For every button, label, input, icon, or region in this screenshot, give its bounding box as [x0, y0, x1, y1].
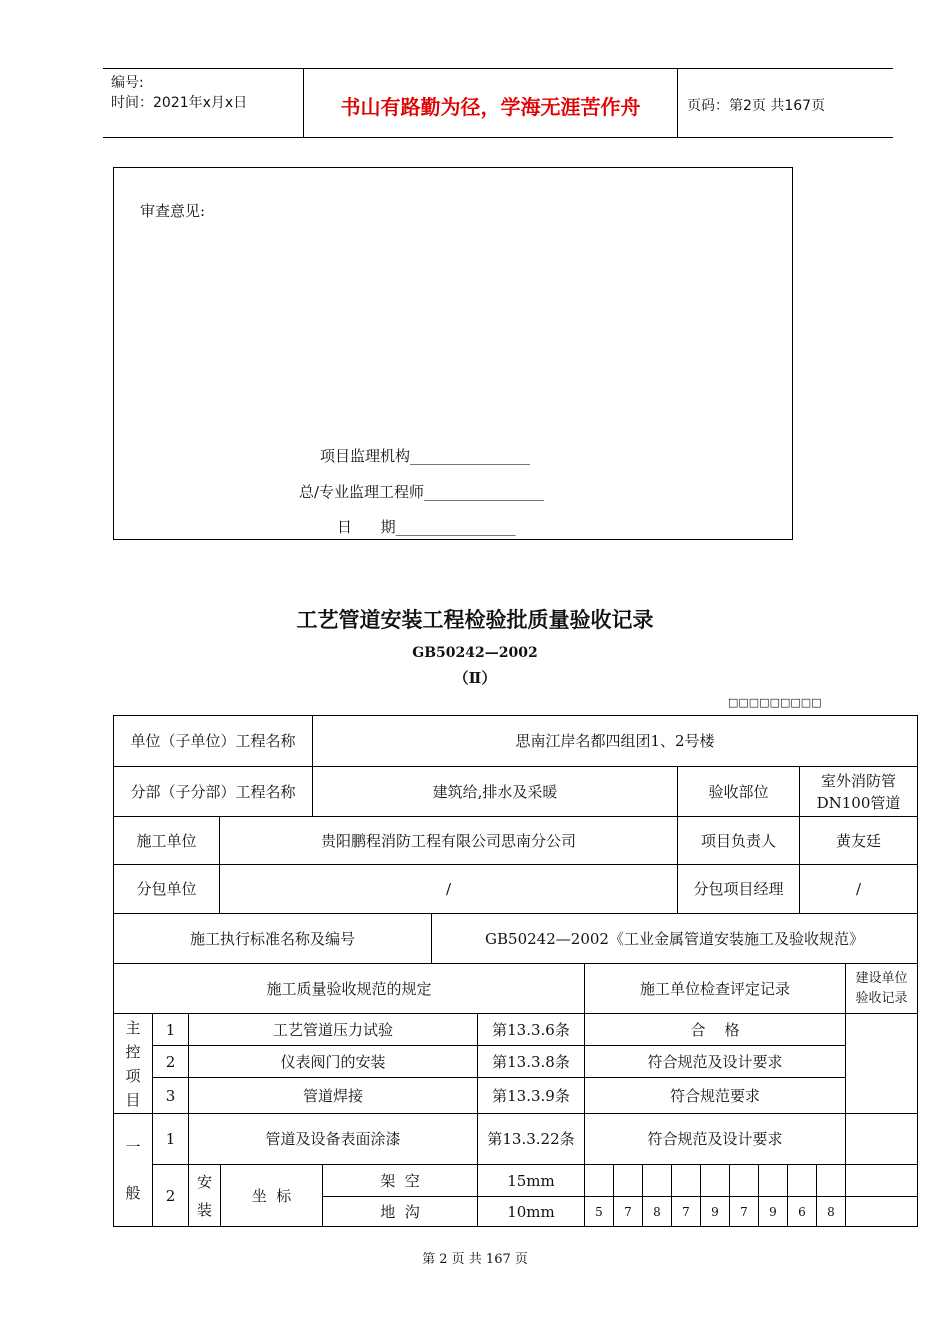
unit-name-label: 单位（子单位）工程名称 [113, 715, 313, 767]
subdivision-name-value: 建筑给,排水及采暖 [312, 766, 678, 817]
main-control-group: 主 控 项 目 [113, 1013, 153, 1114]
page-header [103, 68, 893, 138]
measure-cell: 8 [642, 1196, 672, 1227]
contractor-label: 施工单位 [113, 816, 220, 865]
measure-cell: 7 [613, 1196, 643, 1227]
measure-cell [584, 1164, 614, 1197]
measure-cell [758, 1164, 788, 1197]
contractor-check-header: 施工单位检查评定记录 [584, 963, 846, 1014]
aerial-tolerance: 15mm [477, 1164, 585, 1197]
time-label: 时间：2021年x月x日 [111, 95, 248, 111]
general-item-clause: 第13.3.22条 [477, 1113, 585, 1165]
supervision-org-line: 项目监理机构________________ [320, 447, 531, 465]
measure-cell [613, 1164, 643, 1197]
measure-cell [816, 1164, 846, 1197]
sub-project-manager-value: / [799, 864, 918, 914]
general-item-group: 一 般 [113, 1113, 153, 1227]
header-page-number: 页码：第2页 共167页 [687, 98, 826, 114]
unit-name-value: 思南江岸名都四组团1、2号楼 [312, 715, 918, 767]
main-item-no: 2 [152, 1045, 189, 1078]
measure-cell: 9 [758, 1196, 788, 1227]
measure-cell: 7 [671, 1196, 701, 1227]
document-standard: GB50242—2002 [412, 645, 538, 661]
subcontractor-label: 分包单位 [113, 864, 220, 914]
number-label: 编号: [111, 75, 144, 91]
trench-tolerance: 10mm [477, 1196, 585, 1227]
measure-cell: 7 [729, 1196, 759, 1227]
main-item-result: 符合规范要求 [584, 1077, 846, 1114]
measure-cell: 9 [700, 1196, 730, 1227]
main-item-no: 1 [152, 1013, 189, 1046]
main-item-clause: 第13.3.9条 [477, 1077, 585, 1114]
sub-project-manager-label: 分包项目经理 [677, 864, 800, 914]
main-item-clause: 第13.3.6条 [477, 1013, 585, 1046]
subcontractor-value: / [219, 864, 678, 914]
header-meta [111, 73, 247, 113]
header-divider [677, 69, 678, 137]
measure-cell [642, 1164, 672, 1197]
aerial-label: 架 空 [322, 1164, 478, 1197]
document-title: 工艺管道安装工程检验批质量验收记录 [296, 607, 654, 632]
spec-header: 施工质量验收规范的规定 [113, 963, 585, 1014]
measure-cell [671, 1164, 701, 1197]
general-item-no: 2 [152, 1164, 189, 1227]
page-footer: 第 2 页 共 167 页 [422, 1252, 528, 1267]
owner-acceptance-main [845, 1013, 918, 1114]
review-date-line: 日 期________________ [337, 518, 516, 536]
install-label: 安 装 [188, 1164, 221, 1227]
contractor-value: 贵阳鹏程消防工程有限公司思南分公司 [219, 816, 678, 865]
owner-acceptance-header: 建设单位验收记录 [845, 963, 918, 1014]
execution-standard-label: 施工执行标准名称及编号 [113, 913, 432, 964]
coordinate-label: 坐 标 [220, 1164, 323, 1227]
header-slogan: 书山有路勤为径，学海无涯苦作舟 [340, 95, 641, 119]
record-code-boxes: □□□□□□□□□ [728, 696, 822, 709]
main-item-clause: 第13.3.8条 [477, 1045, 585, 1078]
supervision-engineer-line: 总/专业监理工程师________________ [299, 483, 545, 501]
main-item-name: 工艺管道压力试验 [188, 1013, 478, 1046]
general-item-no: 1 [152, 1113, 189, 1165]
owner-acceptance-general [845, 1113, 918, 1165]
review-opinion-label: 审查意见: [140, 202, 206, 220]
general-item-result: 符合规范及设计要求 [584, 1113, 846, 1165]
owner-acceptance-cell [845, 1196, 918, 1227]
main-item-result: 合 格 [584, 1013, 846, 1046]
measure-cell: 8 [816, 1196, 846, 1227]
measure-cell: 5 [584, 1196, 614, 1227]
main-item-name: 仪表阀门的安装 [188, 1045, 478, 1078]
subdivision-name-label: 分部（子分部）工程名称 [113, 766, 313, 817]
project-manager-value: 黄友廷 [799, 816, 918, 865]
measure-cell [729, 1164, 759, 1197]
acceptance-part-label: 验收部位 [677, 766, 800, 817]
review-box [113, 167, 793, 540]
main-item-name: 管道焊接 [188, 1077, 478, 1114]
acceptance-part-value: 室外消防管DN100管道 [799, 766, 918, 817]
measure-cell: 6 [787, 1196, 817, 1227]
measure-cell [787, 1164, 817, 1197]
main-item-result: 符合规范及设计要求 [584, 1045, 846, 1078]
measure-cell [700, 1164, 730, 1197]
main-item-no: 3 [152, 1077, 189, 1114]
trench-label: 地 沟 [322, 1196, 478, 1227]
general-item-name: 管道及设备表面涂漆 [188, 1113, 478, 1165]
execution-standard-value: GB50242—2002《工业金属管道安装施工及验收规范》 [431, 913, 918, 964]
document-part: （Ⅱ） [453, 669, 497, 687]
project-manager-label: 项目负责人 [677, 816, 800, 865]
owner-acceptance-cell [845, 1164, 918, 1197]
